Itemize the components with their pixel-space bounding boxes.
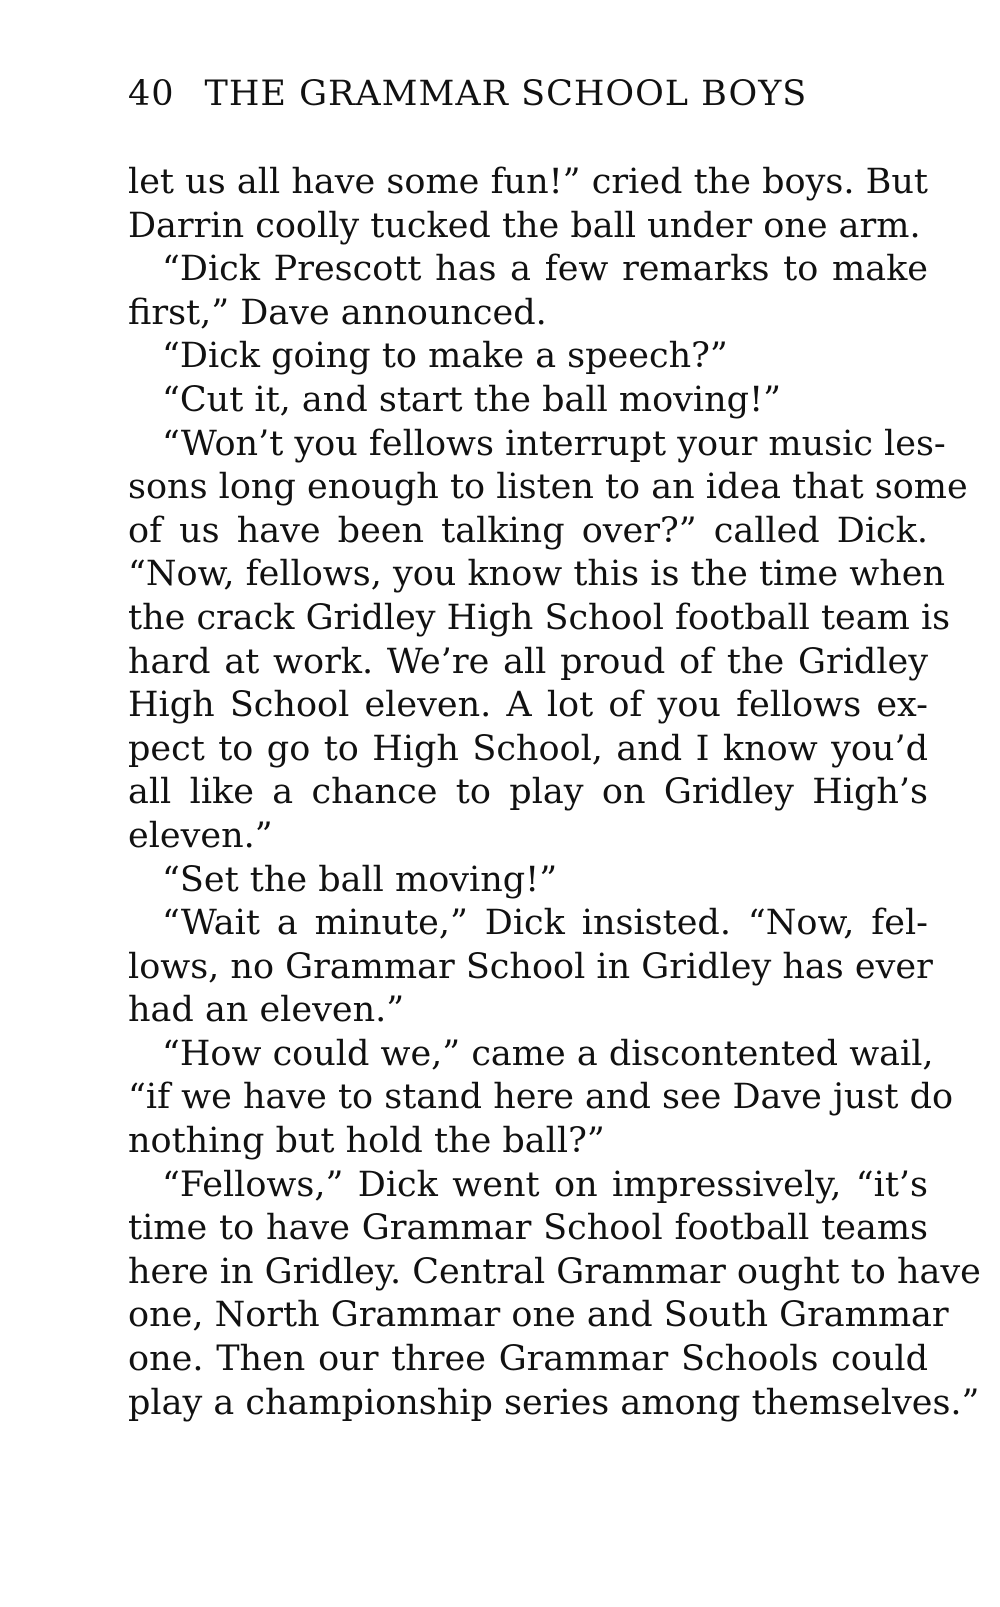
text-line: time to have Grammar School football teams	[128, 1208, 928, 1249]
text-line: the crack Gridley High School football team is	[128, 597, 951, 638]
text-line: lows, no Grammar School in Gridley has ever	[128, 946, 933, 987]
page-number: 40	[128, 74, 175, 114]
text-line: of us have been talking over?” called Dick.	[128, 510, 928, 551]
text-line: hard at work. We’re all proud of the Gridley	[128, 641, 928, 682]
text-line: Darrin coolly tucked the ball under one arm.	[128, 205, 921, 246]
text-line: let us all have some fun!” cried the boys. But	[128, 162, 928, 202]
running-head	[128, 74, 807, 114]
text-line: High School eleven. A lot of you fellows ex-	[128, 685, 928, 726]
text-line: had an eleven.”	[128, 990, 405, 1031]
text-line: nothing but hold the ball?”	[128, 1121, 605, 1162]
text-line: play a championship series among themselves.”	[128, 1382, 980, 1423]
text-line: “Dick Prescott has a few remarks to make	[162, 249, 928, 290]
text-line: here in Gridley. Central Grammar ought to have	[128, 1251, 981, 1292]
text-line: all like a chance to play on Gridley High’s	[128, 772, 928, 813]
text-line: “Now, fellows, you know this is the time when	[128, 554, 946, 595]
text-line: “if we have to stand here and see Dave just do	[128, 1077, 954, 1118]
text-line: first,” Dave announced.	[128, 292, 547, 333]
text-line: one, North Grammar one and South Grammar	[128, 1295, 949, 1336]
text-line: sons long enough to listen to an idea that some	[128, 467, 968, 508]
text-line: “Set the ball moving!”	[162, 859, 558, 900]
text-line: “Dick going to make a speech?”	[162, 336, 728, 377]
text-line: pect to go to High School, and I know you’d	[128, 728, 928, 769]
text-line: one. Then our three Grammar Schools could	[128, 1339, 928, 1380]
text-line: “Wait a minute,” Dick insisted. “Now, fel-	[162, 903, 928, 944]
text-line: “Won’t you fellows interrupt your music les-	[162, 423, 946, 464]
body-text	[128, 161, 981, 1425]
text-line: eleven.”	[128, 815, 273, 856]
text-line: “Fellows,” Dick went on impressively, “it’s	[162, 1164, 928, 1205]
text-line: “How could we,” came a discontented wail,	[162, 1033, 934, 1074]
text-line: “Cut it, and start the ball moving!”	[162, 379, 782, 420]
running-title: THE GRAMMAR SCHOOL BOYS	[204, 74, 808, 114]
